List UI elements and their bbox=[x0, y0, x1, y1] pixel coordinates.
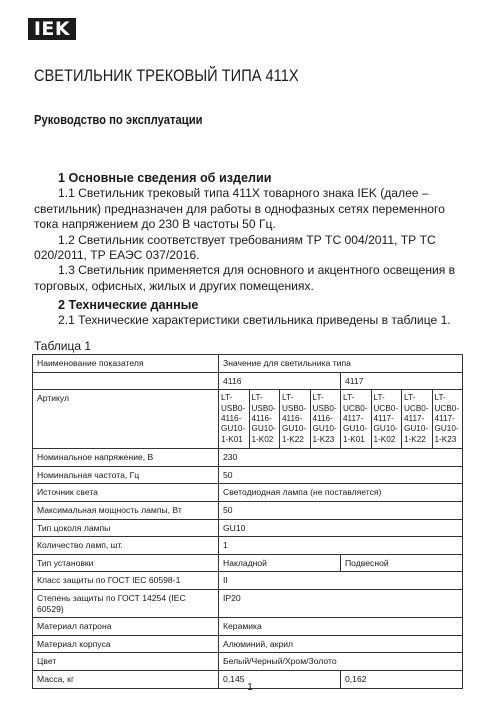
paragraph-1-2: 1.2 Светильник соответствует требованиям ТР ТС 004/2011, ТР ТС 020/2011, ТР ЕАЭС 037/2016. bbox=[34, 232, 436, 263]
param-value-4116: 0,145 bbox=[219, 670, 341, 688]
section-2 bbox=[34, 298, 464, 329]
param-value: IP20 bbox=[219, 589, 463, 617]
section-2-heading: 2 Технические данные bbox=[58, 298, 199, 312]
article-code: LT-UCB0-4117-GU10-1-K22 bbox=[402, 390, 433, 449]
param-value-4117: 0,162 bbox=[341, 670, 463, 688]
table-row bbox=[33, 484, 463, 502]
param-value: Керамика bbox=[219, 618, 463, 636]
table-row bbox=[33, 466, 463, 484]
param-label: Материал патрона bbox=[33, 618, 219, 636]
param-value: Светодиодная лампа (не поставляется) bbox=[219, 484, 463, 502]
document-title: СВЕТИЛЬНИК ТРЕКОВЫЙ ТИПА 411Х bbox=[34, 66, 299, 85]
param-label: Цвет bbox=[33, 653, 219, 671]
table-row bbox=[33, 372, 463, 390]
table-row bbox=[33, 653, 463, 671]
table-caption: Таблица 1 bbox=[34, 339, 92, 353]
paragraph-1-3: 1.3 Светильник применяется для основного и акцентного освещения в торговых, офисных, жилых и других помещениях. bbox=[34, 263, 456, 293]
table-row bbox=[33, 554, 463, 572]
table-row bbox=[33, 537, 463, 555]
param-label: Масса, кг bbox=[33, 670, 219, 688]
param-label: Степень защиты по ГОСТ 14254 (IEC 60529) bbox=[33, 589, 219, 617]
page-number: 1 bbox=[247, 682, 253, 693]
param-value-4117: Подвесной bbox=[341, 554, 463, 572]
article-code: LT-USB0-4116-GU10-1-K23 bbox=[310, 390, 341, 449]
document-subtitle: Руководство по эксплуатации bbox=[34, 113, 203, 127]
article-code: LT-UCB0-4117-GU10-1-K02 bbox=[371, 390, 402, 449]
paragraph-1-1: 1.1 Светильник трековый типа 411Х товарного знака IEK (далее – светильник) предназначен для работы в однофазных сетях переменного тока напряжением до 230 В частоты 50 Гц. bbox=[34, 186, 445, 232]
param-label: Источник света bbox=[33, 484, 219, 502]
param-value: Белый/Черный/Хром/Золото bbox=[219, 653, 463, 671]
param-value: 50 bbox=[219, 502, 463, 520]
table-row bbox=[33, 519, 463, 537]
article-code: LT-UCB0-4117-GU10-1-K01 bbox=[341, 390, 372, 449]
article-label: Артикул bbox=[33, 390, 219, 449]
iek-logo: IEK bbox=[28, 18, 76, 40]
table-row bbox=[33, 449, 463, 467]
article-code: LT-UCB0-4117-GU10-1-K23 bbox=[432, 390, 463, 449]
param-value: 230 bbox=[219, 449, 463, 467]
param-label: Номинальное напряжение, В bbox=[33, 449, 219, 467]
table-row bbox=[33, 635, 463, 653]
paragraph-2-1: 2.1 Технические характеристики светильника приведены в таблице 1. bbox=[58, 313, 451, 328]
header-value: Значение для светильника типа bbox=[219, 355, 463, 373]
param-label: Номинальная частота, Гц bbox=[33, 466, 219, 484]
param-value: II bbox=[219, 572, 463, 590]
table-row bbox=[33, 355, 463, 373]
table-row bbox=[33, 390, 463, 449]
param-value: 50 bbox=[219, 466, 463, 484]
table-row bbox=[33, 572, 463, 590]
param-value: GU10 bbox=[219, 519, 463, 537]
param-label: Максимальная мощность лампы, Вт bbox=[33, 502, 219, 520]
article-code: LT-USB0-4116-GU10-1-K01 bbox=[219, 390, 250, 449]
param-value: 1 bbox=[219, 537, 463, 555]
table-row bbox=[33, 589, 463, 617]
type-4117: 4117 bbox=[341, 372, 463, 390]
spec-table bbox=[32, 354, 463, 689]
empty-cell bbox=[33, 372, 219, 390]
param-value-4116: Накладной bbox=[219, 554, 341, 572]
param-label: Тип установки bbox=[33, 554, 219, 572]
section-1 bbox=[34, 171, 464, 294]
param-label: Класс защиты по ГОСТ IEC 60598-1 bbox=[33, 572, 219, 590]
param-label: Материал корпуса bbox=[33, 635, 219, 653]
header-param: Наименование показателя bbox=[33, 355, 219, 373]
article-code: LT-USB0-4116-GU10-1-K22 bbox=[280, 390, 311, 449]
param-label: Количество ламп, шт. bbox=[33, 537, 219, 555]
param-label: Тип цоколя лампы bbox=[33, 519, 219, 537]
article-code: LT-USB0-4116-GU10-1-K02 bbox=[249, 390, 280, 449]
section-1-heading: 1 Основные сведения об изделии bbox=[58, 171, 272, 185]
table-row bbox=[33, 618, 463, 636]
type-4116: 4116 bbox=[219, 372, 341, 390]
param-value: Алюминий, акрил bbox=[219, 635, 463, 653]
table-row bbox=[33, 502, 463, 520]
